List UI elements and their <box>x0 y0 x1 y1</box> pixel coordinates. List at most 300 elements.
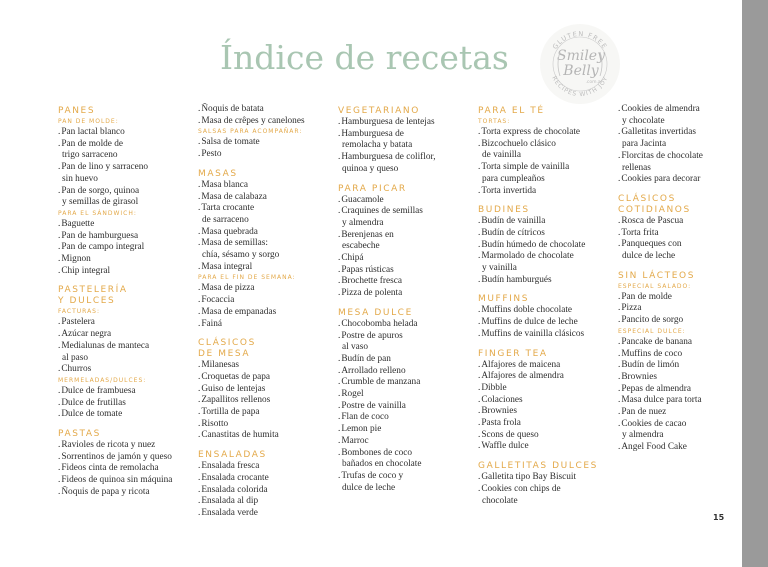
recipe-name: Muffins de dulce de leche <box>481 317 578 328</box>
logo-bottom-text: RECIPES WITH JOY <box>550 75 610 99</box>
recipe-name: y almendra <box>622 430 664 441</box>
recipe-name: al paso <box>62 352 89 363</box>
bullet-dot: . <box>478 251 481 262</box>
bullet-dot: . <box>618 104 621 114</box>
recipe-name: Pizza de polenta <box>341 288 403 299</box>
recipe-entry <box>58 266 193 278</box>
recipe-name: Budín hamburgués <box>481 274 552 285</box>
recipe-entry <box>478 441 613 453</box>
recipe-entry <box>198 262 333 274</box>
bullet-dot: . <box>478 394 481 405</box>
bullet-dot: . <box>338 152 341 163</box>
recipe-name: Ravioles de ricota y nuez <box>61 440 156 451</box>
recipe-entry <box>58 162 193 174</box>
recipe-entry <box>58 317 193 329</box>
bullet-dot: . <box>338 435 341 446</box>
recipe-name: Pan de lino y sarraceno <box>61 162 149 173</box>
recipe-name: Fideos cinta de remolacha <box>61 463 159 474</box>
recipe-entry <box>338 195 473 207</box>
section-title-clasicos-cotidianos: CLÁSICOS COTIDIANOS <box>618 193 691 215</box>
section-title-para-el-te: PARA EL TÉ <box>478 106 545 116</box>
recipe-entry <box>338 389 473 401</box>
index-column-4 <box>478 104 613 507</box>
bullet-dot: . <box>618 336 621 347</box>
recipe-entry <box>58 139 193 151</box>
recipe-name: Masa de calabaza <box>201 191 267 202</box>
recipe-entry <box>58 475 193 487</box>
recipe-name: Milanesas <box>201 360 240 371</box>
recipe-name: Muffins doble chocolate <box>481 305 573 316</box>
recipe-entry <box>198 319 333 331</box>
bullet-dot: . <box>58 254 61 265</box>
recipe-entry <box>338 230 473 242</box>
recipe-name: Focaccia <box>201 295 235 306</box>
recipe-entry <box>198 372 333 384</box>
recipe-entry <box>618 360 753 372</box>
recipe-name: sin huevo <box>62 173 98 184</box>
bullet-dot: . <box>198 507 201 518</box>
recipe-entry-continuation <box>58 150 193 162</box>
recipe-name: remolacha y batata <box>342 140 413 151</box>
bullet-dot: . <box>58 218 61 229</box>
bullet-dot: . <box>58 475 61 486</box>
recipe-entry <box>58 487 193 499</box>
bullet-dot: . <box>58 463 61 474</box>
recipe-entry <box>618 407 753 419</box>
recipe-name: Baguette <box>61 218 95 229</box>
recipe-name: Fideos de quinoa sin máquina <box>61 475 173 486</box>
recipe-name: Masa de pizza <box>201 283 255 294</box>
recipe-name: al vaso <box>342 342 369 353</box>
recipe-name: Sorrentinos de jamón y queso <box>61 451 172 462</box>
bullet-dot: . <box>478 418 481 429</box>
bullet-dot: . <box>338 206 341 217</box>
bullet-dot: . <box>478 274 481 285</box>
bullet-dot: . <box>198 179 201 190</box>
bullet-dot: . <box>338 288 341 299</box>
bullet-dot: . <box>58 486 61 497</box>
recipe-entry-continuation <box>58 174 193 186</box>
recipe-entry-continuation <box>338 342 473 354</box>
bullet-dot: . <box>338 117 341 127</box>
bullet-dot: . <box>478 185 481 196</box>
recipe-name: Trufas de coco y <box>341 470 404 481</box>
bullet-dot: . <box>198 318 201 329</box>
recipe-name: Rogel <box>341 389 364 400</box>
bullet-dot: . <box>478 162 481 173</box>
recipe-entry <box>618 239 753 251</box>
bullet-dot: . <box>198 472 201 483</box>
bullet-dot: . <box>478 441 481 452</box>
bullet-dot: . <box>58 364 61 375</box>
recipe-entry-continuation <box>618 251 753 263</box>
bullet-dot: . <box>618 442 621 453</box>
bullet-dot: . <box>58 138 61 149</box>
recipe-name: Alfajores de maicena <box>481 359 561 370</box>
index-column-3 <box>338 104 473 494</box>
recipe-entry-continuation <box>338 164 473 176</box>
recipe-name: Crumble de manzana <box>341 377 421 388</box>
bullet-dot: . <box>478 328 481 339</box>
recipe-name: Rosca de Pascua <box>621 215 684 226</box>
recipe-entry <box>618 127 753 139</box>
recipe-name: Pancake de banana <box>621 336 693 347</box>
recipe-entry <box>198 419 333 431</box>
index-column-2 <box>198 104 333 520</box>
section-title-clasicos-de-mesa: CLÁSICOS DE MESA <box>198 338 256 360</box>
recipe-entry <box>478 228 613 240</box>
recipe-name: Cookies con chips de <box>481 483 561 494</box>
recipe-entry <box>618 372 753 384</box>
recipe-entry <box>618 442 753 454</box>
bullet-dot: . <box>198 149 201 160</box>
recipe-entry <box>198 295 333 307</box>
recipe-name: Pan de hamburguesa <box>61 230 139 241</box>
recipe-entry <box>338 354 473 366</box>
recipe-entry <box>618 151 753 163</box>
recipe-entry <box>618 104 753 116</box>
section-title-mesa-dulce: MESA DULCE <box>338 307 413 318</box>
recipe-entry <box>618 395 753 407</box>
bullet-dot: . <box>58 185 61 196</box>
recipe-name: y vainilla <box>482 263 517 274</box>
recipe-name: Zapallitos rellenos <box>201 395 271 406</box>
recipe-name: Pan de nuez <box>621 407 667 418</box>
bullet-dot: . <box>198 496 201 507</box>
recipe-name: bañados en chocolate <box>342 459 422 470</box>
recipe-name: Hamburguesa de <box>341 128 404 139</box>
recipe-name: Torta invertida <box>481 185 537 196</box>
recipe-name: Marmolado de chocolate <box>481 251 574 262</box>
recipe-name: Azúcar negra <box>61 329 112 340</box>
bullet-dot: . <box>478 127 481 137</box>
recipe-name: Dibble <box>481 382 507 393</box>
recipe-entry-continuation <box>478 263 613 275</box>
recipe-name: Cookies de almendra <box>621 104 700 114</box>
recipe-name: Masa de crêpes y canelones <box>201 115 305 126</box>
section-title-ensaladas: ENSALADAS <box>198 450 267 461</box>
recipe-entry <box>58 409 193 421</box>
recipe-entry-continuation <box>478 496 613 508</box>
bullet-dot: . <box>338 389 341 400</box>
recipe-entry <box>198 473 333 485</box>
recipe-name: Chipá <box>341 253 364 264</box>
bullet-dot: . <box>58 242 61 253</box>
recipe-entry-continuation <box>618 139 753 151</box>
recipe-name: Fainá <box>201 318 222 329</box>
bullet-dot: . <box>478 483 481 494</box>
page-title: Índice de recetas <box>220 38 509 77</box>
recipe-entry-continuation <box>618 430 753 442</box>
recipe-entry <box>338 436 473 448</box>
recipe-entry <box>618 292 753 304</box>
recipe-entry-continuation <box>338 483 473 495</box>
section-title-sin-lacteos: SIN LÁCTEOS <box>618 270 696 281</box>
recipe-entry <box>478 186 613 198</box>
bullet-dot: . <box>338 128 341 139</box>
bullet-dot: . <box>338 470 341 481</box>
recipe-entry-continuation <box>338 241 473 253</box>
bullet-dot: . <box>618 371 621 382</box>
bullet-dot: . <box>338 365 341 376</box>
recipe-entry <box>478 127 613 139</box>
recipe-name: Papas rústicas <box>341 264 394 275</box>
recipe-name: Budín de vainilla <box>481 216 546 227</box>
recipe-entry <box>58 219 193 231</box>
recipe-name: Torta simple de vainilla <box>481 162 570 173</box>
recipe-name: Pizza <box>621 303 642 314</box>
bullet-dot: . <box>198 295 201 306</box>
bullet-dot: . <box>478 227 481 238</box>
recipe-entry <box>338 129 473 141</box>
recipe-entry <box>478 383 613 395</box>
recipe-entry <box>198 192 333 204</box>
recipe-entry <box>338 117 473 129</box>
recipe-entry <box>478 139 613 151</box>
recipe-entry <box>198 360 333 372</box>
recipe-entry-continuation <box>338 459 473 471</box>
recipe-name: y chocolate <box>622 115 665 126</box>
recipe-name: Bombones de coco <box>341 447 413 458</box>
page-number: 15 <box>713 513 725 522</box>
recipe-entry <box>338 424 473 436</box>
recipe-name: Marroc <box>341 435 369 446</box>
recipe-name: Ñoquis de batata <box>201 104 264 114</box>
recipe-name: chía, sésamo y sorgo <box>202 250 280 261</box>
bullet-dot: . <box>618 383 621 394</box>
recipe-entry <box>338 401 473 413</box>
bullet-dot: . <box>338 194 341 205</box>
subsection-title-pan-de-molde: PAN DE MOLDE: <box>58 118 119 125</box>
index-column-1 <box>58 104 193 499</box>
recipe-name: Galletitas invertidas <box>621 127 696 138</box>
bullet-dot: . <box>618 174 621 185</box>
recipe-entry <box>478 418 613 430</box>
recipe-entry <box>58 231 193 243</box>
recipe-entry <box>338 253 473 265</box>
recipe-name: Chocobomba helada <box>341 318 418 329</box>
recipe-name: Ñoquis de papa y ricota <box>61 486 150 497</box>
recipe-entry-continuation <box>478 150 613 162</box>
recipe-entry <box>198 104 333 116</box>
recipe-name: quinoa y queso <box>342 163 399 174</box>
recipe-name: Postre de apuros <box>341 330 403 341</box>
subsection-title-salsas-para-acompanar: SALSAS PARA ACOMPAÑAR: <box>198 128 303 136</box>
bullet-dot: . <box>58 451 61 462</box>
recipe-entry-continuation <box>618 116 753 128</box>
bullet-dot: . <box>198 383 201 394</box>
bullet-dot: . <box>338 318 341 329</box>
recipe-entry <box>198 485 333 497</box>
bullet-dot: . <box>198 115 201 126</box>
recipe-name: Brochette fresca <box>341 276 402 287</box>
recipe-name: Ensalada crocante <box>201 472 269 483</box>
bullet-dot: . <box>478 317 481 328</box>
recipe-name: Flan de coco <box>341 412 389 423</box>
recipe-name: Masa quebrada <box>201 226 258 237</box>
recipe-entry-continuation <box>338 218 473 230</box>
recipe-entry <box>198 430 333 442</box>
recipe-entry-continuation <box>338 140 473 152</box>
bullet-dot: . <box>58 409 61 420</box>
logo-name-line1: Smiley <box>556 48 606 64</box>
recipe-entry <box>198 203 333 215</box>
recipe-name: Pan lactal blanco <box>61 127 125 137</box>
recipe-entry <box>338 319 473 331</box>
recipe-name: Scons de queso <box>481 429 539 440</box>
recipe-name: para Jacinta <box>622 139 667 150</box>
recipe-entry <box>618 315 753 327</box>
bullet-dot: . <box>198 484 201 495</box>
recipe-name: Masa integral <box>201 261 253 272</box>
recipe-name: Florcitas de chocolate <box>621 150 703 161</box>
recipe-entry <box>478 406 613 418</box>
recipe-entry <box>198 307 333 319</box>
recipe-entry <box>478 329 613 341</box>
recipe-name: y semillas de girasol <box>62 197 139 208</box>
recipe-name: Pastelera <box>61 317 95 328</box>
subsection-title-especial-dulce: ESPECIAL DULCE: <box>618 327 686 335</box>
recipe-name: Masa de empanadas <box>201 306 277 317</box>
recipe-name: Guacamole <box>341 194 384 205</box>
recipe-name: Torta frita <box>621 227 659 238</box>
subsection-title-para-el-sandwich: PARA EL SÁNDWICH: <box>58 209 137 217</box>
subsection-title-facturas: FACTURAS: <box>58 308 101 316</box>
recipe-name: Craquines de semillas <box>341 206 423 217</box>
bullet-dot: . <box>478 371 481 382</box>
recipe-name: Ensalada verde <box>201 507 258 518</box>
recipe-name: Tortilla de papa <box>201 407 260 418</box>
recipe-name: Pan de molde de <box>61 138 124 149</box>
bullet-dot: . <box>58 317 61 328</box>
recipe-entry <box>618 303 753 315</box>
recipe-entry <box>338 366 473 378</box>
recipe-entry <box>338 288 473 300</box>
bullet-dot: . <box>198 395 201 406</box>
recipe-entry <box>58 329 193 341</box>
recipe-name: Salsa de tomate <box>201 137 260 148</box>
logo-name-line2: Belly <box>563 63 599 79</box>
recipe-entry-continuation <box>198 215 333 227</box>
recipe-name: Hamburguesa de coliflor, <box>341 152 436 163</box>
recipe-entry <box>618 349 753 361</box>
recipe-entry <box>58 242 193 254</box>
recipe-name: Masa blanca <box>201 179 249 190</box>
recipe-name: de vainilla <box>482 150 521 161</box>
recipe-name: dulce de leche <box>622 251 676 262</box>
bullet-dot: . <box>618 127 621 138</box>
bullet-dot: . <box>338 377 341 388</box>
recipe-name: rellenas <box>622 162 651 173</box>
bullet-dot: . <box>198 191 201 202</box>
recipe-entry <box>198 508 333 520</box>
bullet-dot: . <box>338 447 341 458</box>
bullet-dot: . <box>338 229 341 240</box>
recipe-entry <box>58 186 193 198</box>
recipe-name: Muffins de vainilla clásicos <box>481 328 585 339</box>
bullet-dot: . <box>478 406 481 417</box>
recipe-entry <box>198 395 333 407</box>
bullet-dot: . <box>478 359 481 370</box>
bullet-dot: . <box>58 340 61 351</box>
recipe-name: Budín de pan <box>341 353 391 364</box>
bullet-dot: . <box>338 424 341 435</box>
recipe-entry <box>618 174 753 186</box>
section-title-vegetariano: VEGETARIANO <box>338 106 420 116</box>
recipe-name: Masa dulce para torta <box>621 395 702 406</box>
bullet-dot: . <box>618 348 621 359</box>
logo-top-text: GLUTEN FREE <box>551 29 610 51</box>
recipe-name: Arrollado relleno <box>341 365 406 376</box>
recipe-name: Dulce de frambuesa <box>61 385 136 396</box>
bullet-dot: . <box>478 216 481 227</box>
bullet-dot: . <box>618 418 621 429</box>
recipe-entry <box>478 162 613 174</box>
subsection-title-tortas: TORTAS: <box>478 118 511 125</box>
recipe-entry <box>478 395 613 407</box>
section-title-galletitas-dulces: GALLETITAS DULCES <box>478 461 598 472</box>
recipe-entry-continuation <box>58 353 193 365</box>
bullet-dot: . <box>618 360 621 371</box>
recipe-entry <box>58 463 193 475</box>
recipe-name: de sarraceno <box>202 214 249 225</box>
recipe-name: dulce de leche <box>342 482 396 493</box>
bullet-dot: . <box>198 461 201 472</box>
recipe-name: Pan de sorgo, quinoa <box>61 185 140 196</box>
recipe-name: Budín de limón <box>621 360 680 371</box>
bullet-dot: . <box>198 238 201 249</box>
bullet-dot: . <box>338 253 341 264</box>
recipe-name: Budín de cítricos <box>481 227 545 238</box>
bullet-dot: . <box>478 239 481 250</box>
bullet-dot: . <box>58 162 61 173</box>
bullet-dot: . <box>58 230 61 241</box>
recipe-name: Postre de vainilla <box>341 400 406 411</box>
recipe-name: Bizcochuelo clásico <box>481 138 556 149</box>
bullet-dot: . <box>338 330 341 341</box>
recipe-name: Chip integral <box>61 265 111 276</box>
bullet-dot: . <box>618 150 621 161</box>
recipe-entry <box>58 440 193 452</box>
bullet-dot: . <box>58 385 61 396</box>
recipe-name: Croquetas de papa <box>201 371 270 382</box>
recipe-entry <box>198 283 333 295</box>
recipe-name: y almendra <box>342 217 384 228</box>
recipe-entry <box>618 216 753 228</box>
bullet-dot: . <box>478 305 481 316</box>
recipe-entry <box>58 398 193 410</box>
recipe-entry <box>618 419 753 431</box>
recipe-name: Cookies de cacao <box>621 418 687 429</box>
bullet-dot: . <box>198 104 201 114</box>
recipe-entry <box>198 461 333 473</box>
recipe-name: Berenjenas en <box>341 229 394 240</box>
recipe-name: escabeche <box>342 241 380 252</box>
section-title-masas: MASAS <box>198 168 238 179</box>
recipe-name: Pan de campo integral <box>61 242 145 253</box>
bullet-dot: . <box>198 226 201 237</box>
bullet-dot: . <box>58 397 61 408</box>
bullet-dot: . <box>198 137 201 148</box>
recipe-name: Ensalada al dip <box>201 496 259 507</box>
recipe-entry <box>198 116 333 128</box>
recipe-entry <box>58 254 193 266</box>
bullet-dot: . <box>618 395 621 406</box>
recipe-name: trigo sarraceno <box>62 150 118 161</box>
subsection-title-especial-salado: ESPECIAL SALADO: <box>618 282 692 290</box>
recipe-name: Muffins de coco <box>621 348 683 359</box>
bullet-dot: . <box>338 400 341 411</box>
